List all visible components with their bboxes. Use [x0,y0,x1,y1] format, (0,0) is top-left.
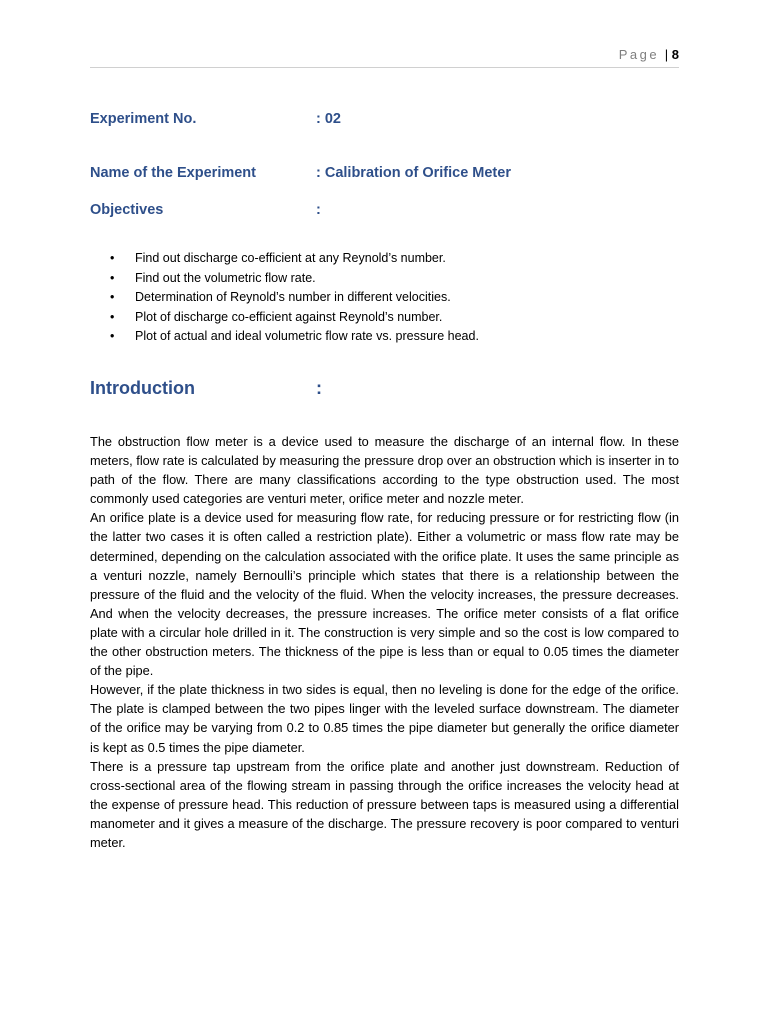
bullet-icon: • [110,329,115,343]
bullet-icon: • [110,270,115,285]
experiment-name-row [90,165,511,181]
introduction-heading [90,378,322,399]
paragraph: An orifice plate is a device used for measuring flow rate, for reducing pressure or for restricting flow (in the latter two cases it is often called a restriction plate). Either a volumetric or mass flow rate may be determined, depending on the calculation associated with the orifice plate. It uses the same principle as a venturi nozzle, namely Bernoulli’s principle which states that there is a relationship between the pressure of the fluid and the velocity of the fluid. When the velocity increases, the pressure decreases. And when the velocity decreases, the pressure increases. The orifice meter consists of a flat orifice plate with a circular hole drilled in it. The construction is very simple and so the cost is low compared to the other obstruction meters. The thickness of the pipe is less than or equal to 0.05 times the diameter of the pipe. [90,510,679,679]
objective-item [110,327,479,347]
introduction-body [90,432,679,852]
objectives-list [110,249,479,347]
bullet-icon: • [110,290,115,304]
experiment-name-label: Name of the Experiment [90,165,256,181]
paragraph: However, if the plate thickness in two sides is equal, then no leveling is done for the edge of the orifice. The plate is clamped between the two pipes linger with the leveled surface downstream. The diameter of the orifice may be varying from 0.2 to 0.85 times the pipe diameter but generally the orifice diameter is kept as 0.5 times the pipe diameter. [90,682,679,755]
objectives-row [90,202,321,218]
objective-text: Find out the volumetric flow rate. [135,270,316,285]
introduction-colon: : [316,378,322,398]
experiment-name-value: : Calibration of Orifice Meter [316,165,511,181]
page-number-value: 8 [671,47,679,62]
paragraph: There is a pressure tap upstream from the orifice plate and another just downstream. Reduction of cross-sectional area of the flowing stream in passing through the orifice increases the velocity head at the expense of pressure head. This reduction of pressure between taps is measured using a differential manometer and it gives a measure of the discharge. The pressure recovery is poor compared to venturi meter. [90,758,679,850]
introduction-title: Introduction [90,378,195,398]
objectives-label: Objectives [90,202,164,218]
bullet-icon: • [110,251,115,265]
paragraph: The obstruction flow meter is a device used to measure the discharge of an internal flow. In these meters, flow rate is calculated by measuring the pressure drop over an obstruction which is inserter in to path of the flow. There are many classifications according to the type obstruction used. The most commonly used categories are venturi meter, orifice meter and nozzle meter. [90,434,679,507]
objective-text: Plot of actual and ideal volumetric flow rate vs. pressure head. [135,329,479,343]
bullet-icon: • [110,309,115,324]
page-separator: | [664,47,669,62]
objective-item [110,308,479,328]
objective-item [110,249,479,269]
objective-item [110,288,479,308]
page-word: Page [618,47,660,62]
page-header [90,47,679,68]
page-number [619,47,679,62]
objective-text: Plot of discharge co-efficient against Reynold’s number. [135,309,443,324]
objective-text: Determination of Reynold’s number in different velocities. [135,290,451,304]
experiment-no-label: Experiment No. [90,111,197,127]
objectives-colon: : [316,202,321,218]
objective-item [110,269,479,289]
experiment-no-value: : 02 [316,111,341,127]
experiment-no-row [90,111,341,127]
objective-text: Find out discharge co-efficient at any Reynold’s number. [135,251,446,265]
